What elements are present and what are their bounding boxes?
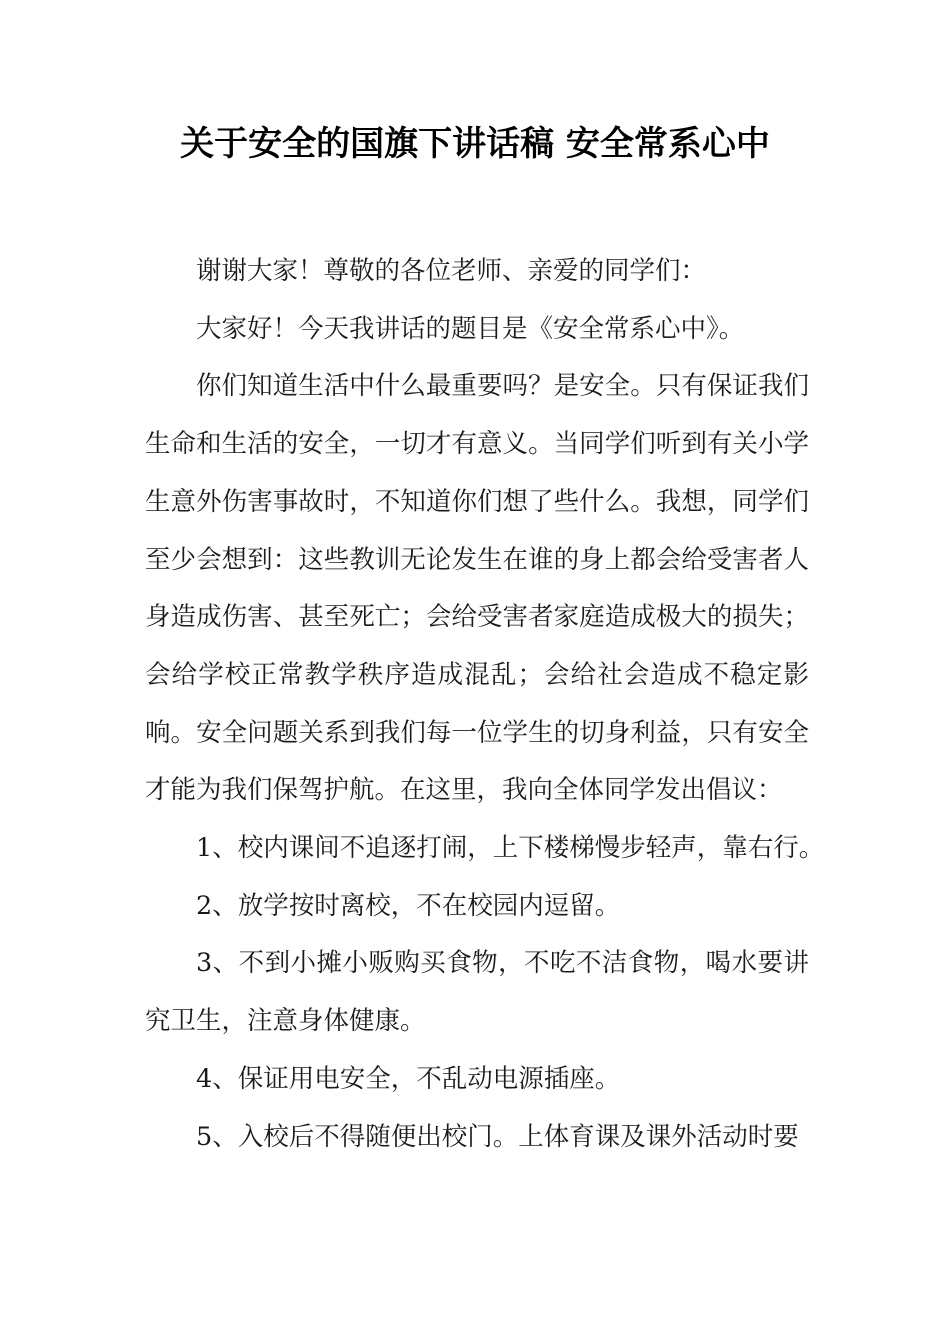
proposal-item-2: 2、放学按时离校，不在校园内逗留。 bbox=[196, 890, 621, 921]
proposal-item-3: 3、不到小摊小贩购买食物，不吃不洁食物，喝水要讲究卫生，注意身体健康。 bbox=[145, 948, 809, 1037]
proposal-item-4: 4、保证用电安全，不乱动电源插座。 bbox=[196, 1063, 621, 1094]
document-title: 关于安全的国旗下讲话稿 安全常系心中 bbox=[180, 124, 770, 164]
greeting-paragraph: 谢谢大家！尊敬的各位老师、亲爱的同学们： bbox=[196, 256, 707, 286]
topic-paragraph: 大家好！今天我讲话的题目是《安全常系心中》。 bbox=[196, 313, 745, 344]
proposal-item-1: 1、校内课间不追逐打闹，上下楼梯慢步轻声，靠右行。 bbox=[196, 833, 825, 864]
main-paragraph: 你们知道生活中什么最重要吗？是安全。只有保证我们生命和生活的安全，一切才有意义。当同学们听到有关小学生意外伤害事故时，不知道你们想了些什么。我想，同学们至少会想到：这些教训无论发生在谁的身上都会给受害者人身造成伤害、甚至死亡；会给受害者家庭造成极大的损失；会给学校正常教学秩序造成混乱；会给社会造成不稳定影响。安全问题关系到我们每一位学生的切身利益，只有安全才能为我们保驾护航。在这里，我向全体同学发出倡议： bbox=[145, 371, 809, 806]
proposal-item-5: 5、入校后不得随便出校门。上体育课及课外活动时要 bbox=[196, 1121, 799, 1152]
document-body bbox=[145, 243, 825, 1166]
